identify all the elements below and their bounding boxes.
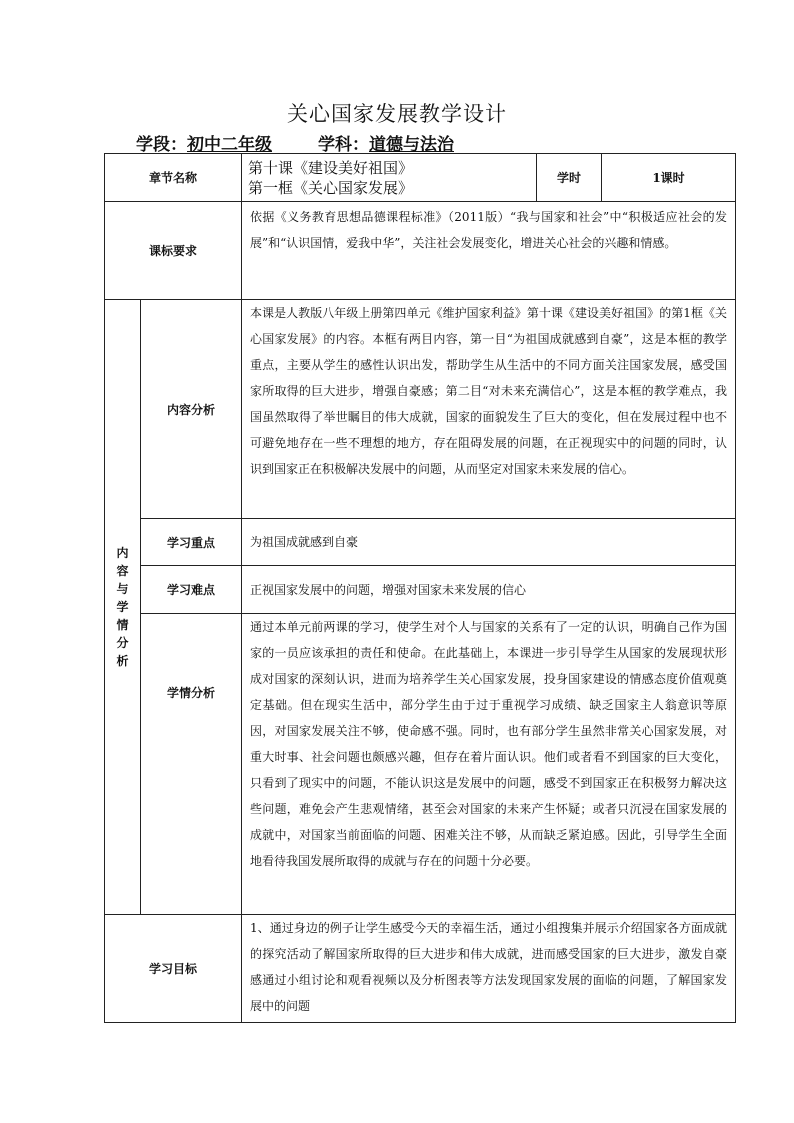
learner-label: 学情分析: [141, 614, 242, 915]
chapter-line-2: 第一框《关心国家发展》: [248, 178, 414, 197]
subject-label: 学科：: [318, 135, 369, 155]
standard-row: [105, 202, 736, 300]
standard-text: 依据《义务教育思想品德课程标准》（2011版）“我与国家和社会”中“积极适应社会的发展”和“认识国情，爱我中华”，关注社会发展变化，增进关心社会的兴趣和情感。: [242, 202, 736, 300]
difficulty-label: 学习难点: [141, 566, 242, 614]
hours-value: 1课时: [602, 154, 736, 202]
goal-row: [105, 915, 736, 1023]
document-subtitle: [136, 130, 454, 155]
subject-value: 道德与法治: [369, 135, 454, 155]
focus-row: [105, 519, 736, 566]
learner-text: 通过本单元前两课的学习，使学生对个人与国家的关系有了一定的认识，明确自己作为国家的一员应该承担的责任和使命。在此基础上，本课进一步引导学生从国家的发展现状形成对国家的深刻认识，进而为培养学生关心国家发展，投身国家建设的情感态度价值观奠定基础。但在现实生活中，部分学生由于过于重视学习成绩、缺乏国家主人翁意识等原因，对国家发展关注不够，使命感不强。同时，也有部分学生虽然非常关心国家发展，对重大时事、社会问题也颇感兴趣，但存在着片面认识。他们或者看不到国家的巨大变化，只看到了现实中的问题，不能认识这是发展中的问题，感受不到国家正在积极努力解决这些问题，难免会产生悲观情绪，甚至会对国家的未来产生怀疑；或者只沉浸在国家发展的成就中，对国家当前面临的问题、困难关注不够，从而缺乏紧迫感。因此，引导学生全面地看待我国发展所取得的成就与存在的问题十分必要。: [242, 614, 736, 915]
content-row: [105, 300, 736, 519]
standard-label: 课标要求: [105, 202, 242, 300]
stage-label: 学段：: [136, 135, 187, 155]
focus-label: 学习重点: [141, 519, 242, 566]
learner-row: [105, 614, 736, 915]
hours-label: 学时: [537, 154, 602, 202]
content-label: 内容分析: [141, 300, 242, 519]
difficulty-row: [105, 566, 736, 614]
difficulty-text: 正视国家发展中的问题，增强对国家未来发展的信心: [242, 566, 736, 614]
goal-label: 学习目标: [105, 915, 242, 1023]
analysis-group-label: 内 容 与 学 情 分 析: [105, 300, 141, 915]
goal-text: 1、通过身边的例子让学生感受今天的幸福生活，通过小组搜集并展示介绍国家各方面成就的探究活动了解国家所取得的巨大进步和伟大成就，进而感受国家的巨大进步，激发自豪感通过小组讨论和观看视频以及分析图表等方法发现国家发展的面临的问题，了解国家发展中的问题: [242, 915, 736, 1023]
content-text: 本课是人教版八年级上册第四单元《维护国家利益》第十课《建设美好祖国》的第1框《关心国家发展》的内容。本框有两目内容，第一目“为祖国成就感到自豪”，这是本框的教学重点，主要从学生的感性认识出发，帮助学生从生活中的不同方面关注国家发展，感受国家所取得的巨大进步，增强自豪感；第二目“对未来充满信心”，这是本框的教学难点，我国虽然取得了举世瞩目的伟大成就，国家的面貌发生了巨大的变化，但在发展过程中也不可避免地存在一些不理想的地方，存在阻碍发展的问题，在正视现实中的问题的同时，认识到国家正在积极解决发展中的问题，从而坚定对国家未来发展的信心。: [242, 300, 736, 519]
document-title: 关心国家发展教学设计: [287, 102, 507, 126]
chapter-row: [105, 154, 736, 202]
chapter-label: 章节名称: [105, 154, 242, 202]
stage-value: 初中二年级: [187, 135, 272, 155]
chapter-value: [242, 154, 537, 202]
focus-text: 为祖国成就感到自豪: [242, 519, 736, 566]
chapter-line-1: 第十课《建设美好祖国》: [248, 158, 414, 177]
lesson-design-table: [104, 153, 736, 1023]
